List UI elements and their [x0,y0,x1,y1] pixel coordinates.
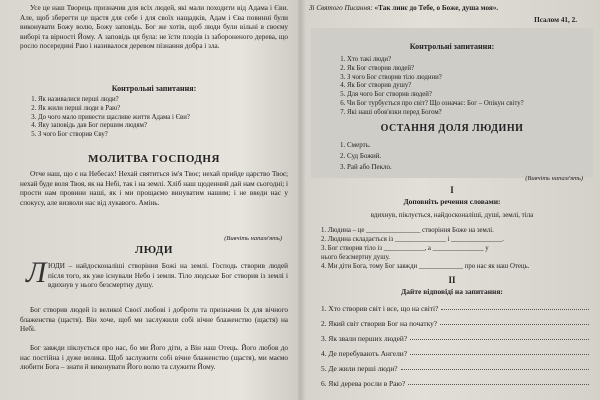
section-2-number: ІІ [448,275,456,285]
list-item: 3. До чого мало привести щасливе життя Адама і Єви? [38,114,298,123]
people-text-2: Бог створив людей із великої Своєї любові і доброти та призначив їх для вічного блаженства (щастя). Він хоче, щоб ми заслужили собі вічне блаженство (щастя) на Небі. [20,306,288,334]
answer-line [401,361,589,370]
answer-line [440,316,589,325]
answer-line [410,346,589,355]
section-2-title: Дайте відповіді на запитання: [401,287,503,296]
people-title: ЛЮДИ [135,244,173,256]
list-item: 7. Які наші обов'язки перед Богом? [347,109,600,118]
list-item [321,361,589,376]
prayer-sign: (Вивчіть напам'ять) [224,235,282,242]
people-text-3: Бог завжди піклується про нас, бо ми Його діти, а Він наш Отець. Його любов до нас постійна і дуже велика. Щоб заслужити собі вічне блаженство (щастя), ми маємо любити Бога – знати й виконувати Його волю та служити Йому. [20,344,288,372]
last-fate-title: ОСТАННЯ ДОЛЯ ЛЮДИНИ [380,123,524,134]
prayer-text: Отче наш, що є на Небесах! Нехай святиться ім'я Твоє; нехай прийде царство Твоє; нехай буде воля Твоя, як на Небі, так і на землі. Хліб наш щоденний дай нам сьогодні; і прости нам провини наші, як і ми прощаємо винуватим нашим; і не введи нас у спокусу, але визволи нас від лукавого. Амінь. [20,170,288,207]
list-item: 2. Людина складається із _______________ і _______________. [321,236,504,243]
quote-reference: Псалом 41, 2. [534,16,577,24]
list-item: 4. Яку заповідь дав Бог першим людям? [38,122,298,131]
left-page [0,0,298,400]
fill-in-list [321,226,591,271]
answer-list [321,301,589,391]
list-item [321,331,589,346]
answer-question: 4. Де перебувають Ангели? [321,349,408,358]
list-item [321,301,589,316]
list-item: 5. З чого Бог створив Єву? [38,131,298,140]
list-item: 1. Смерть. [347,140,597,151]
section-1-number: І [450,185,454,195]
answer-line [441,301,589,310]
list-item: 5. Для чого Бог створив людей? [347,91,600,100]
list-item: 4. Ми діти Бога, тому Бог завжди _____________ про нас як наш Отець. [321,263,530,270]
prayer-title: МОЛИТВА ГОСПОДНЯ [88,153,220,165]
list-item: 4. Як Бог створив душу? [347,82,600,91]
answer-question: 5. Де жили перші люди? [321,364,398,373]
list-item: 2. Як Бог створив людей? [347,65,600,74]
list-item: 1. Хто такі люди? [347,56,600,65]
list-item: 3. Бог створив тіло із ____________, а _______________ у [321,245,489,252]
list-item: нього безсмертну душу. [321,254,390,261]
answer-line [410,331,589,340]
scripture-quote [309,4,593,14]
list-item [321,376,589,391]
section-1-title: Доповніть речення словами: [403,197,501,206]
control-title-right: Контрольні запитання: [409,42,495,51]
list-item [321,346,589,361]
control-title-left: Контрольні запитання: [111,84,197,93]
list-item: 6. Чи Бог турбується про світ? Що означає: Бог – Опікун світу? [347,100,600,109]
answer-line [408,376,589,385]
answer-question: 1. Хто створив світ і все, що на світі? [321,304,439,313]
question-list-left [20,96,298,140]
list-item: 1. Як називалися перші люди? [38,96,298,105]
quote-source: Зі Святого Писання: [309,4,373,12]
list-item: 1. Людина – це ________________ створіння Боже на землі. [321,227,494,234]
list-item: 3. З чого Бог створив тіло людини? [347,74,600,83]
answer-question: 3. Як звали перших людей? [321,334,408,343]
answer-question: 2. Який світ створив Бог на початку? [321,319,438,328]
list-item: 3. Рай або Пекло. [347,162,597,173]
section-1-words: вдихнув, піклується, найдосконаліші, душі, землі, тіла [370,211,534,219]
quote-text: «Так линє до Тебе, о Боже, душа моя». [374,4,499,12]
last-fate-list [329,140,597,173]
question-list-right [329,56,600,118]
intro-text: Усе це наш Творець призначив для всіх людей, які мали походити від Адама і Єви. Але, щоб зберегти це щастя для себе і для своїх нащадків, Адам і Єва повинні були виконувати Божу волю, Божу заповідь. Бог же хотів, щоб люди були вільні в своєму виборі та вірності Йому. А заповідь ця була: не їсти плодів із забороненого дерева, що росло посередині Раю і називалося деревом пізнання добра і зла. [20,4,288,51]
last-fate-sign: (Вивчіть напам'ять) [525,175,583,182]
right-page [303,0,600,400]
answer-question: 6. Які дерева росли в Раю? [321,379,406,388]
list-item: 2. Як жили перші люди в Раю? [38,105,298,114]
dropcap-letter: Л [26,256,47,289]
people-text-1: ЮДИ – найдосконаліші створіння Божі на землі. Господь створив людей після того, як уже існували Небо і земля. Тіло людське Бог створив із землі і вдихнув у нього безсмертну душу. [48,262,288,290]
list-item [321,316,589,331]
list-item: 2. Суд Божий. [347,151,597,162]
